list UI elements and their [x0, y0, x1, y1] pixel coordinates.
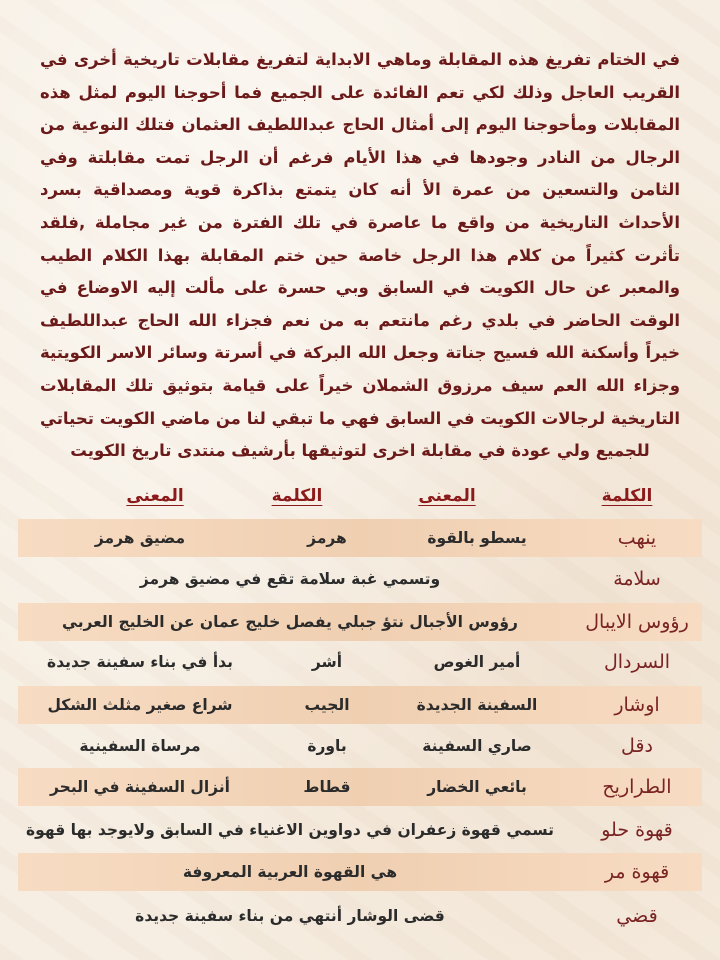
term-cell: دقل [621, 735, 653, 757]
table-row [18, 811, 702, 849]
header-meaning-1: المعنى [418, 486, 476, 506]
term-cell-2: أشر [311, 653, 343, 671]
term-cell: الطراريح [602, 776, 672, 798]
meaning-cell-2: مرساة السفينية [79, 737, 201, 755]
term-cell-2: الجيب [304, 696, 350, 714]
meaning-cell-full: وتسمي غبة سلامة تقع في مضيق هرمز [139, 570, 441, 588]
meaning-cell-2: شراع صغير مثلث الشكل [47, 696, 233, 714]
table-row [18, 686, 702, 724]
table-row [18, 768, 702, 806]
term-cell: سلامة [613, 568, 661, 590]
meaning-cell: السفينة الجديدة [416, 696, 538, 714]
meaning-cell-2: مضيق هرمز [94, 529, 186, 547]
term-cell-2: قطاط [303, 778, 351, 796]
meaning-cell-2: أنزال السفينة في البحر [50, 778, 230, 796]
term-cell-2: باورة [307, 737, 347, 755]
table-row [18, 897, 702, 935]
term-cell: قضي [616, 905, 658, 927]
header-word-2: الكلمة [271, 486, 323, 506]
meaning-cell: بائعي الخضار [427, 778, 527, 796]
term-cell-2: هرمز [307, 529, 347, 547]
term-cell: السردال [603, 651, 671, 673]
term-cell: ينهب [617, 527, 657, 549]
table-row [18, 519, 702, 557]
term-cell: رؤوس الايبال [585, 611, 689, 633]
meaning-cell-2: بدأ في بناء سفينة جديدة [47, 653, 233, 671]
meaning-cell: يسطو بالقوة [427, 529, 527, 547]
meaning-cell: أمير الغوص [433, 653, 521, 671]
term-cell: قهوة حلو [601, 819, 673, 841]
header-meaning-2: المعنى [126, 486, 184, 506]
table-row [18, 603, 702, 641]
closing-paragraph: في الختام تفريغ هذه المقابلة وماهي الابداية لتفريغ مقابلات تاريخية أخرى في القريب العاجل وذلك لكي تعم الفائدة على الجميع فما أحوجنا اليوم لمثل هذه المقابلات ومأحوجنا اليوم إلى أمثال الحاج عبداللطيف العثمان فتلك النوعية من الرجال من النادر وجودها في هذا الأيام فرغم أن الرجل تمت مقابلتة وفي الثامن والتسعين من عمرة الأ أنه كان يتمتع بذاكرة قوية ومصداقية بسرد الأحداث التاريخية من واقع ما عاصرة في تلك الفترة من غير مجاملة ,فلقد تأثرت كثيراً من كلام هذا الرجل خاصة حين ختم المقابلة بهذا الكلام الطيب والمعبر عن حال الكويت في السابق وبي حسرة على مألت إليه الاوضاع في الوقت الحاضر في بلدي رغم مانتعم به من نعم فجزاء الله الحاج عبداللطيف خيراً وأسكنة الله فسيح جناتة وجعل الله البركة في أسرتة وسائر الاسر الكويتية وجزاء الله العم سيف مرزوق الشملان خيراً على قيامة بتوثيق تلك المقابلات التاريخية لرجالات الكويت في السابق فهي ما تبقي لنا من ماضي الكويت تحياتي للجميع ولي عودة في مقابلة اخرى لتوثيقها بأرشيف منتدى تاريخ الكويت [40, 50, 680, 461]
table-row [18, 727, 702, 765]
meaning-cell-full: هي القهوة العربية المعروفة [182, 863, 398, 881]
meaning-cell-full: رؤوس الأجبال نتؤ جبلي يفصل خليج عمان عن الخليج العربي [62, 613, 518, 631]
table-row [18, 560, 702, 598]
table-row [18, 853, 702, 891]
meaning-cell: صاري السفينة [422, 737, 532, 755]
header-word-1: الكلمة [601, 486, 653, 506]
term-cell: اوشار [614, 694, 660, 716]
meaning-cell-full: قضى الوشار أنتهي من بناء سفينة جديدة [135, 907, 445, 925]
meaning-cell-full: تسمي قهوة زعفران في دواوين الاغنياء في السابق ولايوجد بها قهوة [25, 821, 554, 839]
term-cell: قهوة مر [604, 861, 670, 883]
table-row [18, 643, 702, 681]
